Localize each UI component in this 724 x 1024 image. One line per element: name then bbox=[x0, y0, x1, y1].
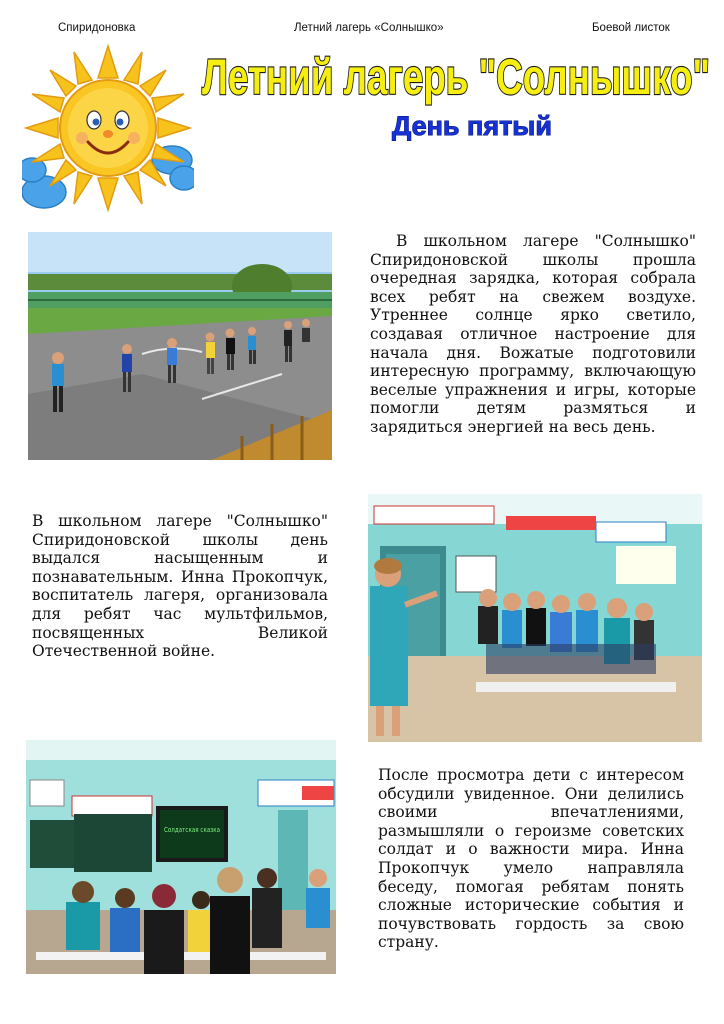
article-3-text: После просмотра дети с интересом обсудили увиденное. Они делились своими впечатлениями, размышляли о героизме советских солдат и о важности мира. Инна Прокопчук умело направляла беседу, помогая ребятам понять сложные исторические события и почувствовать гордость за свою страну. bbox=[378, 766, 684, 952]
header-center: Летний лагерь «Солнышко» bbox=[294, 22, 444, 34]
svg-text:День пятый: День пятый bbox=[392, 111, 552, 141]
article-2-text: В школьном лагере "Солнышко" Спиридоновской школы день выдался насыщенным и познавательным. Инна Прокопчук, воспитатель лагеря, организовала для ребят час мультфильмов, посвященных Великой Отечественной войне. bbox=[32, 512, 328, 661]
photo-cartoon-screening bbox=[26, 740, 338, 976]
photo-teacher-talk bbox=[366, 486, 706, 744]
header-left: Спиридоновка bbox=[58, 22, 136, 34]
svg-text:Солдатская сказка: Солдатская сказка bbox=[164, 826, 220, 834]
header-right: Боевой листок bbox=[592, 22, 670, 34]
photo-morning-exercise bbox=[22, 224, 334, 462]
svg-text:Летний лагерь "Солнышко": Летний лагерь "Солнышко" bbox=[202, 49, 710, 105]
sun-icon bbox=[22, 42, 194, 214]
page-subtitle bbox=[372, 108, 572, 142]
article-1-text: В школьном лагере "Солнышко" Спиридоновской школы прошла очередная зарядка, которая собрала всех ребят на свежем воздухе. Утреннее солнце ярко светило, создавая отличное настроение для начала дня. Вожатые подготовили интересную программу, включающую веселые упражнения и игры, которые помогли детям размяться и зарядиться энергией на весь день. bbox=[370, 232, 696, 436]
page-title bbox=[196, 38, 716, 110]
